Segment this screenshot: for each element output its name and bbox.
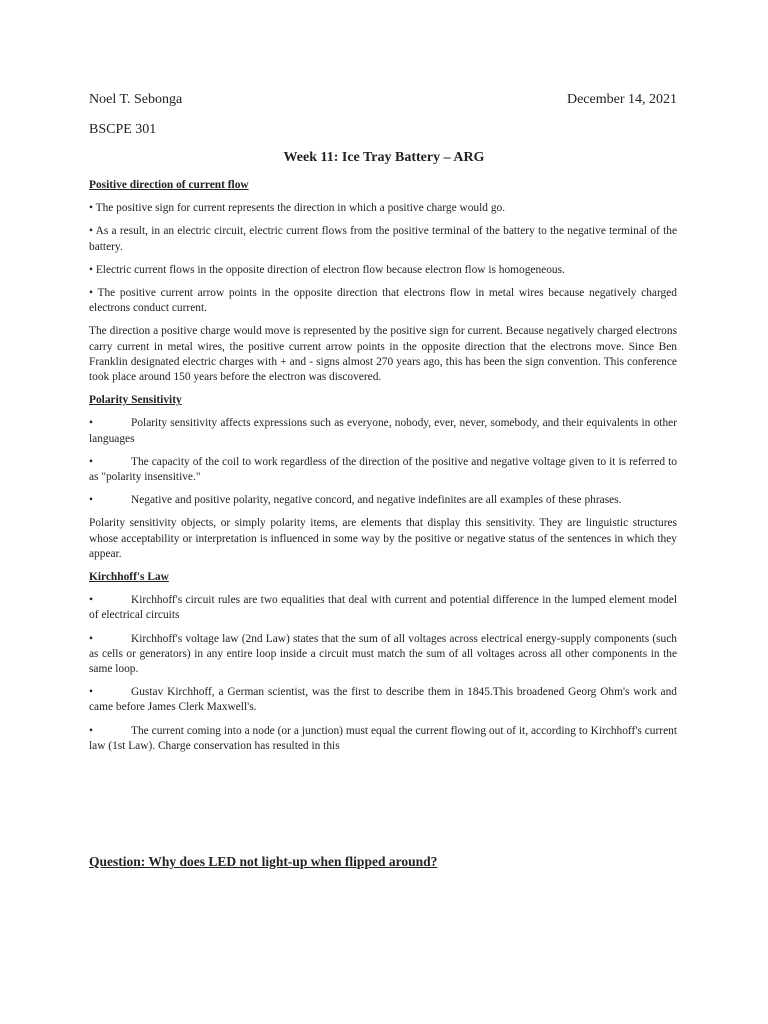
- bullet-item: [89, 455, 677, 485]
- header-row: [89, 92, 677, 112]
- bullet-item: [89, 685, 677, 715]
- bullet-marker: •: [89, 594, 93, 607]
- bullet-item: • Electric current flows in the opposite direction of electron flow because electron flow is homogeneous.: [89, 263, 565, 276]
- bullet-item: [89, 493, 677, 508]
- bullet-text: The current coming into a node (or a junction) must equal the current flowing out of it, according to Kirchhoff's current law (1st Law). Charge conservation has resulted in this: [89, 724, 677, 752]
- bullet-marker: •: [89, 686, 93, 699]
- course-code: BSCPE 301: [89, 122, 157, 137]
- section-heading-current-flow: Positive direction of current flow: [89, 179, 249, 191]
- bullet-item: [89, 724, 677, 754]
- bullet-item: • The positive current arrow points in the opposite direction that electrons flow in metal wires because negatively charged electrons conduct current.: [89, 287, 677, 315]
- bullet-text: Kirchhoff's voltage law (2nd Law) states that the sum of all voltages across electrical energy-supply components (such as cells or generators) in any entire loop inside a circuit must match the sum of all voltages across all other components in the same loop.: [89, 632, 677, 676]
- bullet-item: • As a result, in an electric circuit, electric current flows from the positive terminal of the battery to the negative terminal of the battery.: [89, 225, 677, 253]
- bullet-text: Gustav Kirchhoff, a German scientist, was the first to describe them in 1845.This broadened Georg Ohm's work and came before James Clerk Maxwell's.: [89, 686, 677, 714]
- body-paragraph: Polarity sensitivity objects, or simply polarity items, are elements that display this sensitivity. They are linguistic structures whose acceptability or interpretation is influenced in some way by the positive or negative status of the sentences in which they appear.: [89, 517, 677, 560]
- bullet-item: [89, 593, 677, 623]
- section-heading-polarity: Polarity Sensitivity: [89, 394, 182, 407]
- bullet-marker: •: [89, 417, 93, 430]
- bullet-text: Kirchhoff's circuit rules are two equalities that deal with current and potential difference in the lumped element model of electrical circuits: [89, 594, 677, 622]
- section-heading-kirchhoff: Kirchhoff's Law: [89, 571, 169, 584]
- bullet-text: Polarity sensitivity affects expressions such as everyone, nobody, ever, never, somebody, and their equivalents in other languages: [89, 417, 677, 445]
- bullet-item: • The positive sign for current represents the direction in which a positive charge would go.: [89, 202, 506, 215]
- bullet-marker: •: [89, 632, 93, 645]
- bullet-text: Negative and positive polarity, negative concord, and negative indefinites are all examples of these phrases.: [131, 494, 622, 507]
- bullet-text: The capacity of the coil to work regardless of the direction of the positive and negative voltage given to it is referred to as "polarity insensitive.": [89, 455, 677, 484]
- question-heading: Question: Why does LED not light-up when flipped around?: [89, 854, 438, 869]
- bullet-marker: •: [89, 724, 93, 737]
- bullet-item: [89, 632, 677, 678]
- author-name: Noel T. Sebonga: [89, 92, 183, 107]
- document-title: Week 11: Ice Tray Battery – ARG: [283, 150, 485, 165]
- bullet-item: [89, 416, 677, 446]
- document-body: [89, 178, 677, 762]
- document-date: December 14, 2021: [566, 92, 677, 107]
- body-paragraph: The direction a positive charge would move is represented by the positive sign for current. Because negatively charged electrons carry current in metal wires, the positive current arrow points in the opposite direction that the electrons move. Since Ben Franklin designated electric charges with + and - signs almost 270 years ago, this has been the sign convention. This conference took place around 150 years before the electron was discovered.: [89, 325, 677, 384]
- bullet-marker: •: [89, 455, 93, 468]
- bullet-marker: •: [89, 494, 93, 507]
